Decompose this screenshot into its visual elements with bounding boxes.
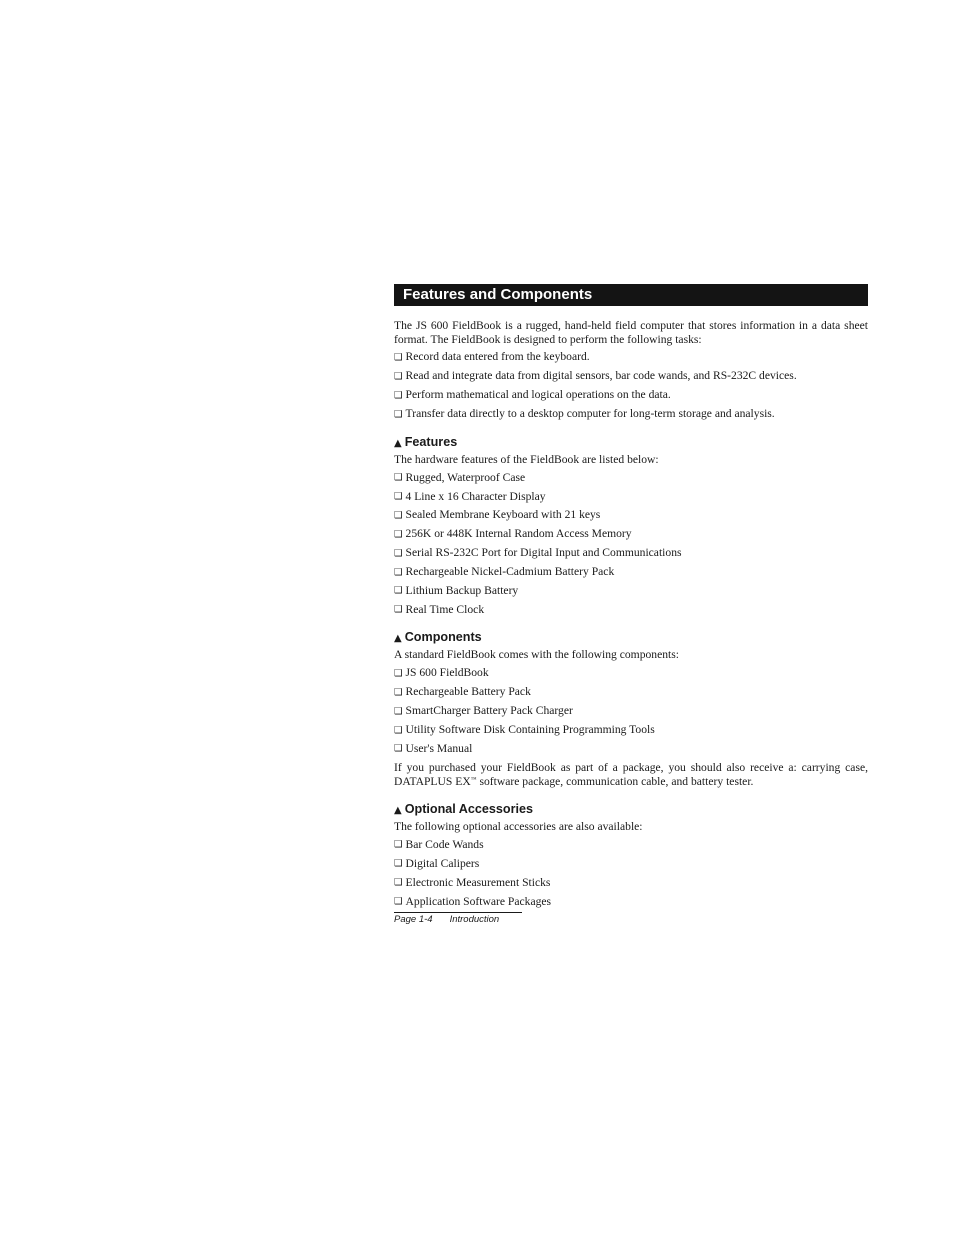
components-heading: ▲ Components	[394, 630, 482, 645]
features-intro: The hardware features of the FieldBook are listed below:	[394, 452, 659, 466]
list-item: ❑ Real Time Clock	[394, 602, 485, 616]
triangle-bullet-icon: ▲	[394, 437, 402, 449]
checkbox-bullet-icon: ❑	[394, 566, 403, 578]
list-item: ❑ JS 600 FieldBook	[394, 666, 489, 680]
checkbox-bullet-icon: ❑	[394, 858, 403, 870]
triangle-bullet-icon: ▲	[394, 633, 402, 645]
checkbox-bullet-icon: ❑	[394, 667, 403, 679]
checkbox-bullet-icon: ❑	[394, 724, 403, 736]
list-item: ❑ 4 Line x 16 Character Display	[394, 489, 546, 503]
list-item: ❑ Utility Software Disk Containing Programming Tools	[394, 723, 655, 737]
checkbox-bullet-icon: ❑	[394, 351, 403, 363]
checkbox-bullet-icon: ❑	[394, 839, 403, 851]
components-intro: A standard FieldBook comes with the following components:	[394, 648, 679, 662]
package-note: If you purchased your FieldBook as part of a package, you should also receive a: carrying case, DATAPLUS EX™ software package, communication cable, and battery tester.	[394, 760, 868, 789]
accessories-intro: The following optional accessories are also available:	[394, 820, 643, 833]
checkbox-bullet-icon: ❑	[394, 408, 403, 420]
checkbox-bullet-icon: ❑	[394, 686, 403, 698]
accessories-heading: ▲ Optional Accessories	[394, 802, 534, 816]
checkbox-bullet-icon: ❑	[394, 528, 403, 540]
list-item: ❑ Rechargeable Battery Pack	[394, 685, 531, 699]
trademark-symbol: ™	[470, 777, 477, 784]
list-item: ❑ Rugged, Waterproof Case	[394, 470, 526, 484]
checkbox-bullet-icon: ❑	[394, 896, 403, 908]
list-item: ❑ Transfer data directly to a desktop computer for long-term storage and analysis.	[394, 407, 775, 421]
list-item: ❑ Serial RS-232C Port for Digital Input and Communications	[394, 546, 682, 560]
chapter-name: Introduction	[449, 914, 500, 925]
list-item: ❑ Bar Code Wands	[394, 837, 484, 851]
triangle-bullet-icon: ▲	[394, 805, 402, 816]
checkbox-bullet-icon: ❑	[394, 705, 403, 717]
list-item: ❑ User's Manual	[394, 741, 473, 755]
checkbox-bullet-icon: ❑	[394, 491, 403, 503]
features-heading: ▲ Features	[394, 434, 458, 449]
page-number: Page 1-4	[394, 914, 433, 925]
list-item: ❑ SmartCharger Battery Pack Charger	[394, 704, 573, 718]
list-item: ❑ Sealed Membrane Keyboard with 21 keys	[394, 508, 601, 522]
list-item: ❑ Digital Calipers	[394, 856, 480, 870]
checkbox-bullet-icon: ❑	[394, 743, 403, 755]
section-title: Features and Components	[394, 284, 868, 306]
checkbox-bullet-icon: ❑	[394, 585, 403, 597]
checkbox-bullet-icon: ❑	[394, 509, 403, 521]
accessories-list	[394, 838, 868, 909]
list-item: ❑ Electronic Measurement Sticks	[394, 875, 551, 889]
list-item: ❑ Record data entered from the keyboard.	[394, 350, 590, 364]
checkbox-bullet-icon: ❑	[394, 547, 403, 559]
checkbox-bullet-icon: ❑	[394, 604, 403, 616]
features-list	[394, 471, 868, 618]
components-list	[394, 666, 868, 756]
list-item: ❑ Lithium Backup Battery	[394, 583, 519, 597]
tasks-list	[394, 350, 868, 421]
intro-paragraph: The JS 600 FieldBook is a rugged, hand-held field computer that stores information in a data sheet format. The FieldBook is designed to perform the following tasks:	[394, 319, 868, 346]
checkbox-bullet-icon: ❑	[394, 472, 403, 484]
list-item: ❑ 256K or 448K Internal Random Access Memory	[394, 527, 632, 541]
checkbox-bullet-icon: ❑	[394, 877, 403, 889]
document-content	[394, 284, 868, 909]
page-footer	[394, 912, 522, 926]
list-item: ❑ Read and integrate data from digital sensors, bar code wands, and RS-232C devices.	[394, 369, 797, 383]
list-item: ❑ Application Software Packages	[394, 894, 552, 908]
checkbox-bullet-icon: ❑	[394, 389, 403, 401]
list-item: ❑ Perform mathematical and logical operations on the data.	[394, 388, 671, 402]
list-item: ❑ Rechargeable Nickel-Cadmium Battery Pack	[394, 565, 615, 579]
checkbox-bullet-icon: ❑	[394, 370, 403, 382]
